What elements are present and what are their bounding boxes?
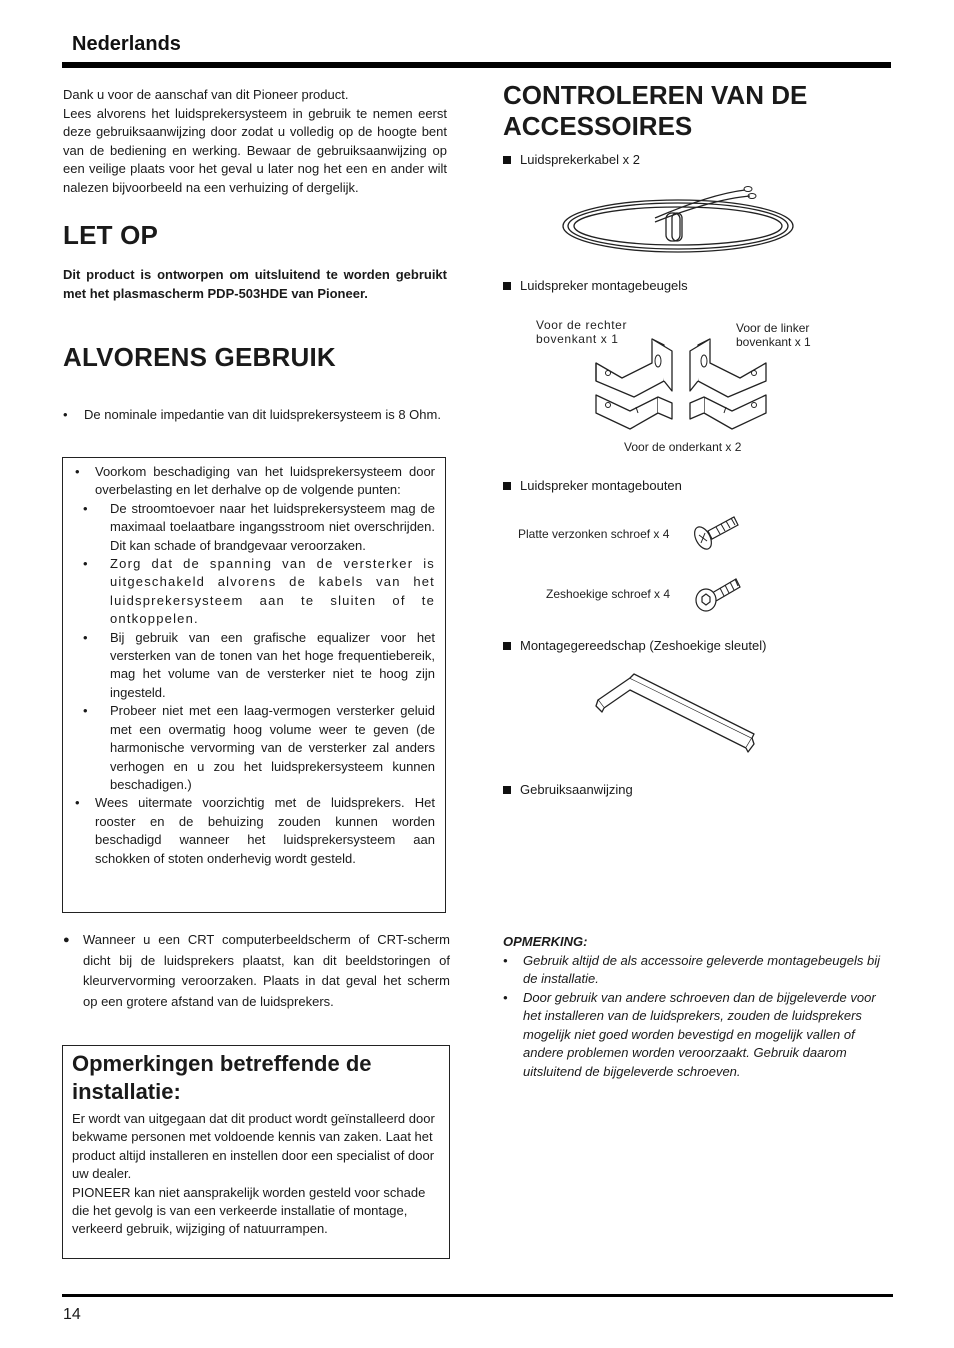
warning-sub-4: Probeer niet met een laag-vermogen versterker geluid met een overmatig hoog volume weer te geven (de harmonische vervorming van de versterker zal anders verhogen en u zou het luidsprekersysteem kunnen beschadigen.) [110, 703, 435, 792]
bullet-icon: • [75, 464, 80, 479]
crt-note [63, 930, 450, 1012]
let-op-text: Dit product is ontworpen om uitsluitend te worden gebruikt met het plasmascherm PDP-503HDE van Pioneer. [63, 267, 447, 301]
mounting-brackets-illustration [592, 333, 772, 436]
note-item-1: Gebruik altijd de als accessoire geleverde montagebeugels bij de installatie. [523, 952, 880, 986]
bullet-icon: • [83, 629, 88, 645]
warning-sub-1: De stroomtoevoer naar het luidsprekersysteem mag de maximaal toelaatbare ingangsstroom niet overschrijden. Dit kan schade of brandgevaar veroorzaken. [110, 500, 435, 553]
square-bullet-icon [503, 482, 511, 490]
left-top-label: Voor de linker bovenkant x 1 [736, 321, 811, 349]
square-bullet-icon [503, 642, 511, 650]
flat-screw-label: Platte verzonken schroef x 4 [518, 527, 670, 541]
accessories-heading: CONTROLEREN VAN DE ACCESSOIRES [503, 80, 808, 141]
accessory-brackets [503, 278, 688, 293]
note-item-2: Door gebruik van andere schroeven dan de bijgeleverde voor het installeren van de luidsprekers, zouden de luidsprekers mogelijk niet goed worden bevestigd en mogelijk vallen of andere problemen worden veroorzaakt. Gebruik daarom uitsluitend de bijgeleverde schroeven. [523, 989, 876, 1079]
warning-sub-3: Bij gebruik van een grafische equalizer voor het versterken van de tonen van het hoge frequentiebereik, mag het volume van de versterker niet te hoog zijn ingesteld. [110, 629, 435, 700]
right-top-label: Voor de rechter bovenkant x 1 [536, 318, 628, 346]
warning-box [62, 457, 446, 913]
bottom-rule [62, 1294, 893, 1297]
installation-text-2: PIONEER kan niet aansprakelijk worden gesteld voor schade die het gevolg is van een verkeerde installatie of montage, verkeerd gebruik, wijziging of natuurrampen. [72, 1184, 426, 1237]
top-rule [62, 62, 891, 68]
speaker-cable-illustration [560, 178, 805, 258]
intro-line-1: Dank u voor de aanschaf van dit Pioneer product. [63, 87, 349, 102]
accessory-manual-label: Gebruiksaanwijzing [520, 782, 633, 797]
installation-box [62, 1045, 450, 1259]
page-number: 14 [63, 1306, 81, 1323]
note-title: OPMERKING: [503, 934, 588, 949]
installation-heading: Opmerkingen betreffende de installatie: [72, 1051, 372, 1104]
accessory-cable-label: Luidsprekerkabel x 2 [520, 152, 640, 167]
bottom-bracket-label: Voor de onderkant x 2 [624, 440, 742, 454]
hex-screw-icon [692, 573, 744, 615]
bullet-icon: • [83, 556, 88, 572]
accessory-bolts-label: Luidspreker montagebouten [520, 478, 682, 493]
hex-key-icon [592, 672, 757, 754]
flat-screw-icon [690, 513, 742, 553]
impedance-bullet [63, 405, 447, 425]
crt-note-text: Wanneer u een CRT computerbeeldscherm of CRT-scherm dicht bij de luidsprekers plaatst, kan dit beeldstoringen of kleurvervorming veroorzaken. Plaats in dat geval het scherm op een grotere afstand van de luidsprekers. [83, 932, 450, 1009]
accessory-manual [503, 782, 633, 797]
bullet-icon: • [503, 989, 508, 1005]
square-bullet-icon [503, 156, 511, 164]
let-op-heading: LET OP [63, 220, 159, 250]
intro-line-2: Lees alvorens het luidsprekersysteem in gebruik te nemen eerst deze gebruiksaanwijzing door zodat u volledig op de hoogte bent van de bediening en werking. Bewaar de gebruiksaanwijzing op een veilige plaats voor het geval u later nog het een en ander wilt nalezen bijvoorbeeld na een verhuizing of dergelijk. [63, 105, 447, 195]
bullet-icon: • [63, 407, 68, 422]
bullet-icon: • [503, 952, 508, 968]
intro-text [63, 86, 447, 197]
alvorens-heading: ALVORENS GEBRUIK [63, 342, 336, 372]
warning-item-1: Voorkom beschadiging van het luidsprekersysteem door overbelasting en let derhalve op de volgende punten: [95, 464, 435, 498]
bullet-icon: • [83, 703, 88, 719]
accessory-tool-label: Montagegereedschap (Zeshoekige sleutel) [520, 638, 767, 653]
accessory-brackets-label: Luidspreker montagebeugels [520, 278, 688, 293]
installation-text-1: Er wordt van uitgegaan dat dit product wordt geïnstalleerd door bekwame personen met voldoende kennis van zaken. Laat het product altijd installeren en instellen door een specialist of door uw dealer. [72, 1111, 435, 1182]
warning-sub-2: Zorg dat de spanning van de versterker is uitgeschakeld alvorens de kabels van het luidsprekersysteem aan te sluiten of te ontkoppelen. [110, 556, 435, 627]
language-header: Nederlands [72, 33, 181, 55]
square-bullet-icon [503, 786, 511, 794]
bullet-icon: ● [63, 934, 70, 946]
hex-screw-label: Zeshoekige schroef x 4 [546, 587, 671, 601]
impedance-text: De nominale impedantie van dit luidsprekersysteem is 8 Ohm. [84, 407, 441, 422]
note-section [503, 933, 893, 1081]
accessory-bolts [503, 478, 682, 493]
accessory-cable [503, 152, 640, 167]
bullet-icon: • [83, 500, 88, 516]
bullet-icon: • [75, 795, 80, 811]
accessory-tool [503, 638, 766, 653]
warning-item-2: Wees uitermate voorzichtig met de luidsprekers. Het rooster en de behuizing zouden kunnen worden beschadigd wanneer het luidsprekersysteem aan schokken of stoten onderhevig wordt gesteld. [95, 795, 435, 866]
square-bullet-icon [503, 282, 511, 290]
